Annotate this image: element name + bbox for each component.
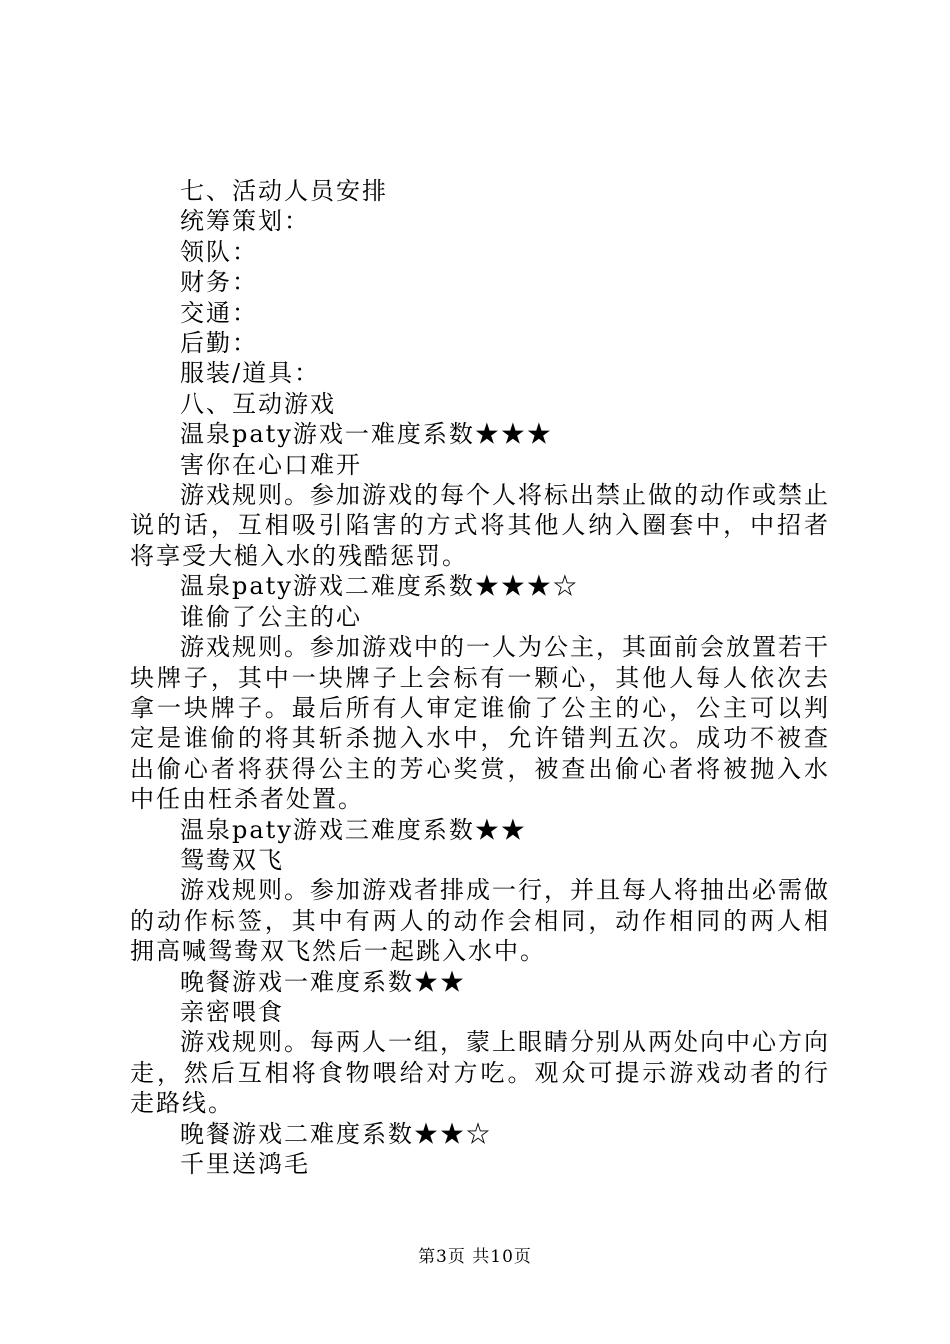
game-title: 亲密喂食 [180,997,284,1026]
role-label: 服装/道具： [180,359,321,388]
game-heading: 温泉paty游戏一难度系数★★★ [180,420,553,449]
section-heading: 七、活动人员安排 [180,177,388,205]
role-label: 领队： [180,237,258,266]
role-label: 统筹策划： [180,207,310,236]
game-heading: 晚餐游戏一难度系数★★ [180,967,466,996]
game-heading: 温泉paty游戏二难度系数★★★☆ [180,572,579,601]
role-label: 财务： [180,268,258,297]
document-body [130,176,830,1179]
game-heading: 温泉paty游戏三难度系数★★ [180,815,527,844]
section-heading: 八、互动游戏 [180,389,336,418]
game-title: 千里送鸿毛 [180,1150,310,1178]
game-title: 谁偷了公主的心 [180,602,362,631]
game-heading: 晚餐游戏二难度系数★★☆ [180,1119,492,1148]
game-rules: 游戏规则。参加游戏的每个人将标出禁止做的动作或禁止说的话，互相吸引陷害的方式将其他人纳入圈套中，中招者将享受大槌入水的残酷惩罚。 [130,481,830,570]
page-number: 第3页 共10页 [418,1247,532,1267]
role-label: 交通： [180,298,258,327]
game-rules: 游戏规则。每两人一组，蒙上眼睛分别从两处向中心方向走，然后互相将食物喂给对方吃。观众可提示游戏动者的行走路线。 [130,1028,830,1118]
game-title: 害你在心口难开 [180,450,362,479]
game-rules: 游戏规则。参加游戏中的一人为公主，其面前会放置若干块牌子，其中一块牌子上会标有一颗心，其他人每人依次去拿一块牌子。最后所有人审定谁偷了公主的心，公主可以判定是谁偷的将其斩杀抛入水中，允许错判五次。成功不被查出偷心者将获得公主的芳心奖赏，被查出偷心者将被抛入水中任由枉杀者处置。 [130,633,830,814]
role-label: 后勤： [180,329,258,358]
game-rules: 游戏规则。参加游戏者排成一行，并且每人将抽出必需做的动作标签，其中有两人的动作会相同，动作相同的两人相拥高喊鸳鸯双飞然后一起跳入水中。 [130,876,830,966]
game-title: 鸳鸯双飞 [180,845,284,874]
